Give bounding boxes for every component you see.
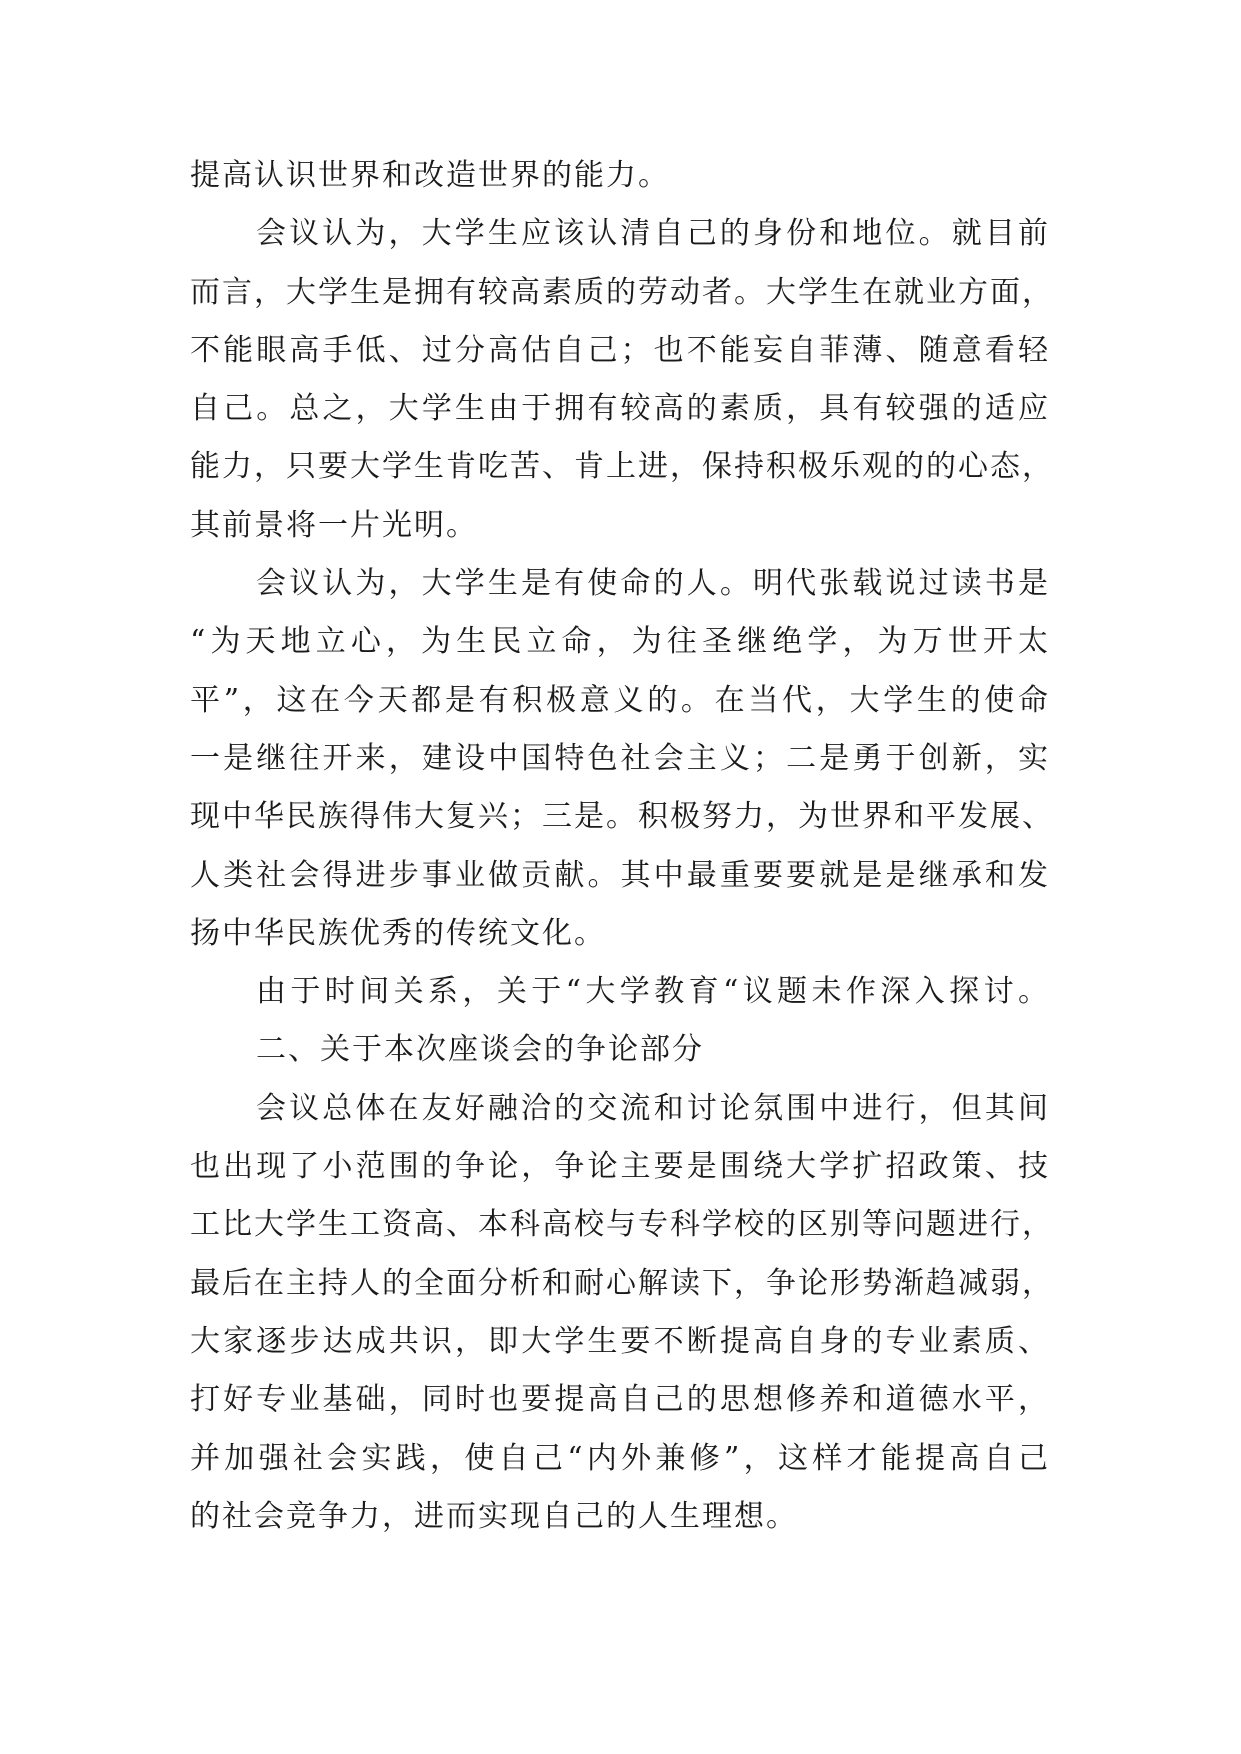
text-line: 平”，这在今天都是有积极意义的。在当代，大学生的使命 (190, 682, 1050, 718)
text-line: 现中华民族得伟大复兴；三是。积极努力，为世界和平发展、 (190, 799, 1054, 835)
text-line: 打好专业基础，同时也要提高自己的思想修养和道德水平， (190, 1382, 1050, 1418)
text-line: 工比大学生工资高、本科高校与专科学校的区别等问题进行， (190, 1207, 1054, 1243)
text-line: 提高认识世界和改造世界的能力。 (190, 158, 670, 193)
text-line: 而言，大学生是拥有较高素质的劳动者。大学生在就业方面， (190, 274, 1054, 310)
text-line: 并加强社会实践，使自己“内外兼修”，这样才能提高自己 (190, 1440, 1050, 1476)
text-line: 也出现了小范围的争论，争论主要是围绕大学扩招政策、技 (190, 1149, 1050, 1185)
text-line: 二、关于本次座谈会的争论部分 (256, 1032, 704, 1068)
text-line: 的社会竞争力，进而实现自己的人生理想。 (190, 1498, 798, 1534)
text-line: 扬中华民族优秀的传统文化。 (190, 915, 606, 951)
document-body (190, 147, 1054, 1546)
text-line: 会议认为，大学生应该认清自己的身份和地位。就目前 (256, 216, 1050, 252)
text-line: “为天地立心，为生民立命，为往圣继绝学，为万世开太 (190, 624, 1050, 660)
text-line: 其前景将一片光明。 (190, 507, 478, 543)
text-line: 人类社会得进步事业做贡献。其中最重要要就是是继承和发 (190, 857, 1050, 893)
text-line: 最后在主持人的全面分析和耐心解读下，争论形势渐趋减弱， (190, 1265, 1054, 1301)
text-line: 会议认为，大学生是有使命的人。明代张载说过读书是 (256, 566, 1050, 602)
text-line: 能力，只要大学生肯吃苦、肯上进，保持积极乐观的的心态， (190, 449, 1054, 485)
text-line: 由于时间关系，关于“大学教育“议题未作深入探讨。 (256, 974, 1050, 1010)
text-line: 不能眼高手低、过分高估自己；也不能妄自菲薄、随意看轻 (190, 332, 1050, 368)
text-line: 会议总体在友好融洽的交流和讨论氛围中进行，但其间 (256, 1090, 1050, 1126)
text-line: 一是继往开来，建设中国特色社会主义；二是勇于创新，实 (190, 740, 1050, 776)
text-line: 大家逐步达成共识，即大学生要不断提高自身的专业素质、 (190, 1323, 1050, 1359)
text-line: 自己。总之，大学生由于拥有较高的素质，具有较强的适应 (190, 391, 1050, 427)
